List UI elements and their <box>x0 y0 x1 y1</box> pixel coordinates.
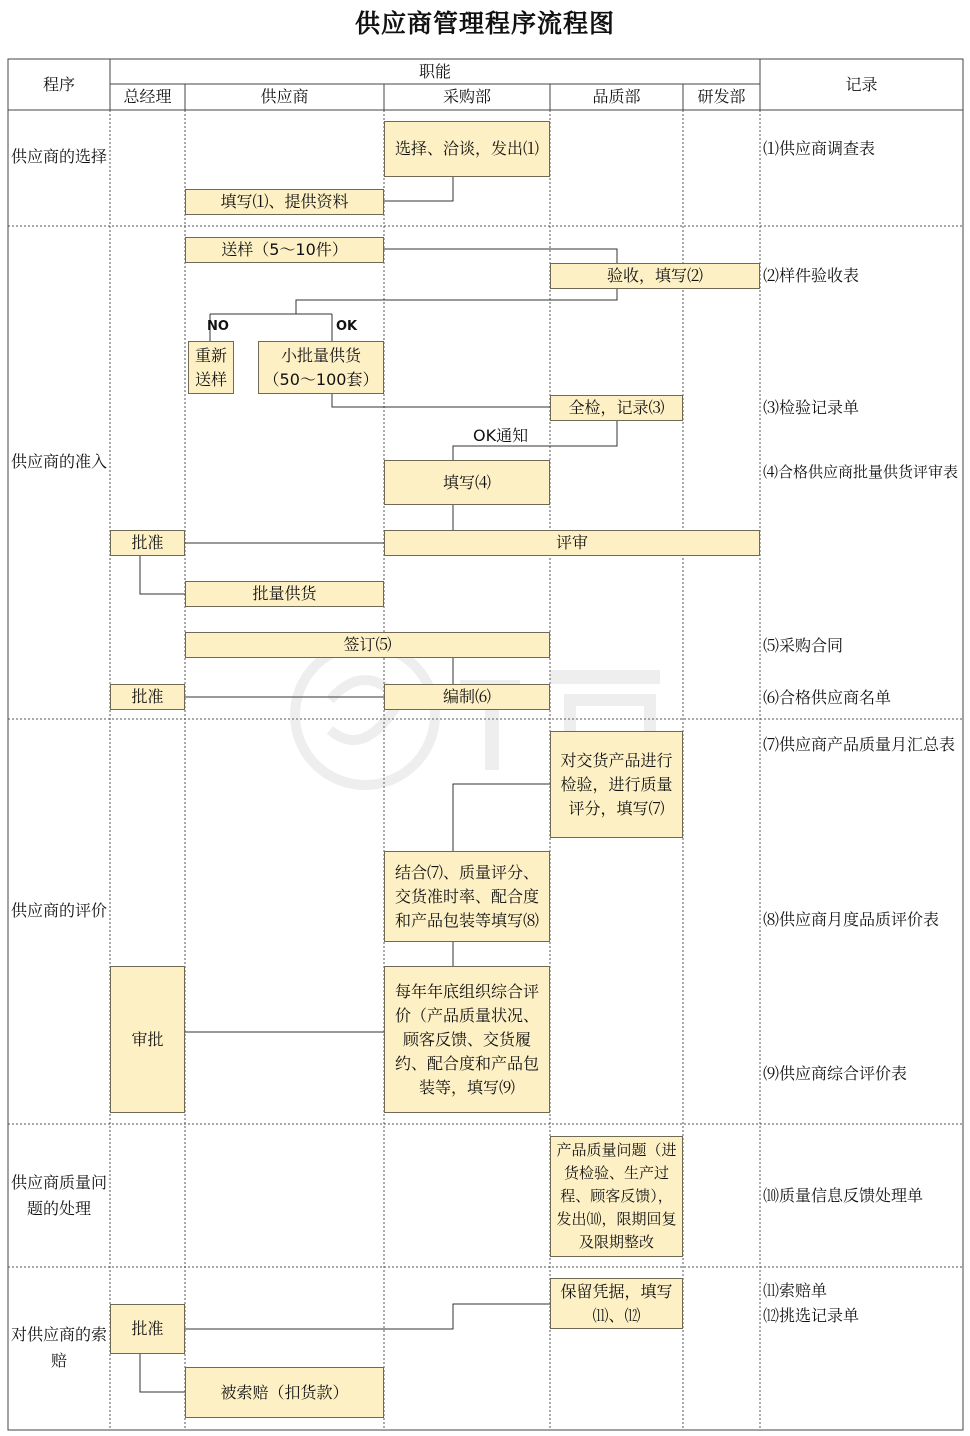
box-approve-2[interactable]: 批准 <box>110 684 185 710</box>
box-compile-6[interactable]: 编制⑹ <box>384 684 550 710</box>
box-review[interactable]: 评审 <box>384 530 760 556</box>
header-records: 记录 <box>845 74 878 94</box>
record-5: ⑸采购合同 <box>763 636 844 655</box>
page-title: 供应商管理程序流程图 <box>354 9 615 38</box>
record-8: ⑻供应商月度品质评价表 <box>763 910 940 929</box>
record-10: ⑽质量信息反馈处理单 <box>763 1186 924 1205</box>
column-quality: 品质部 <box>592 87 641 106</box>
box-combine-8[interactable]: 结合⑺、质量评分、交货准时率、配合度和产品包装等填写⑻ <box>384 851 550 942</box>
label-no: NO <box>207 319 229 334</box>
record-6: ⑹合格供应商名单 <box>763 688 892 707</box>
box-inspect-delivery[interactable]: 对交货产品进行检验，进行质量评分，填写⑺ <box>550 731 683 838</box>
box-accept-fill[interactable]: 验收，填写⑵ <box>550 263 760 289</box>
label-ok-notice: OK通知 <box>473 426 529 445</box>
section-selection: 供应商的选择 <box>10 147 107 166</box>
box-resend-sample[interactable]: 重新送样 <box>188 341 234 394</box>
box-approve-1[interactable]: 批准 <box>110 530 185 556</box>
record-9: ⑼供应商综合评价表 <box>763 1064 908 1083</box>
box-full-inspect[interactable]: 全检，记录⑶ <box>550 395 683 421</box>
label-ok: OK <box>336 319 358 334</box>
record-12: ⑿挑选记录单 <box>763 1306 860 1325</box>
section-evaluation: 供应商的评价 <box>10 901 107 920</box>
box-select-negotiate[interactable]: 选择、洽谈，发出⑴ <box>384 121 550 177</box>
box-approve-3[interactable]: 批准 <box>110 1304 185 1354</box>
column-purchasing: 采购部 <box>442 87 491 106</box>
box-claimed[interactable]: 被索赔（扣货款） <box>185 1367 384 1418</box>
record-4: ⑷合格供应商批量供货评审表 <box>763 463 959 481</box>
record-1: ⑴供应商调查表 <box>763 139 876 158</box>
box-keep-evidence[interactable]: 保留凭据，填写⑾、⑿ <box>550 1278 683 1329</box>
box-small-batch[interactable]: 小批量供货（50～100套） <box>258 341 384 394</box>
record-7: ⑺供应商产品质量月汇总表 <box>763 735 956 754</box>
box-audit[interactable]: 审批 <box>110 966 185 1113</box>
header-program: 程序 <box>42 74 75 94</box>
box-year-end-eval[interactable]: 每年年底组织综合评价（产品质量状况、顾客反馈、交货履约、配合度和产品包装等，填写⑼ <box>384 966 550 1113</box>
section-quality-issue: 供应商质量问题的处理 <box>10 1173 107 1218</box>
box-batch-supply[interactable]: 批量供货 <box>185 581 384 607</box>
box-sign-5[interactable]: 签订⑸ <box>185 632 550 658</box>
record-11: ⑾索赔单 <box>763 1281 828 1300</box>
record-3: ⑶检验记录单 <box>763 398 860 417</box>
box-fill-provide[interactable]: 填写⑴、提供资料 <box>185 189 384 215</box>
section-admission: 供应商的准入 <box>10 452 107 471</box>
box-quality-issue[interactable]: 产品质量问题（进货检验、生产过程、顾客反馈），发出⑽，限期回复及限期整改 <box>550 1136 683 1257</box>
column-supplier: 供应商 <box>260 87 309 106</box>
column-general-manager: 总经理 <box>123 87 172 106</box>
box-send-sample[interactable]: 送样（5～10件） <box>185 237 384 263</box>
section-claim: 对供应商的索赔 <box>10 1325 107 1370</box>
record-2: ⑵样件验收表 <box>763 266 860 285</box>
header-functions: 职能 <box>418 61 451 81</box>
column-rnd: 研发部 <box>697 87 746 106</box>
box-fill-4[interactable]: 填写⑷ <box>384 460 550 505</box>
